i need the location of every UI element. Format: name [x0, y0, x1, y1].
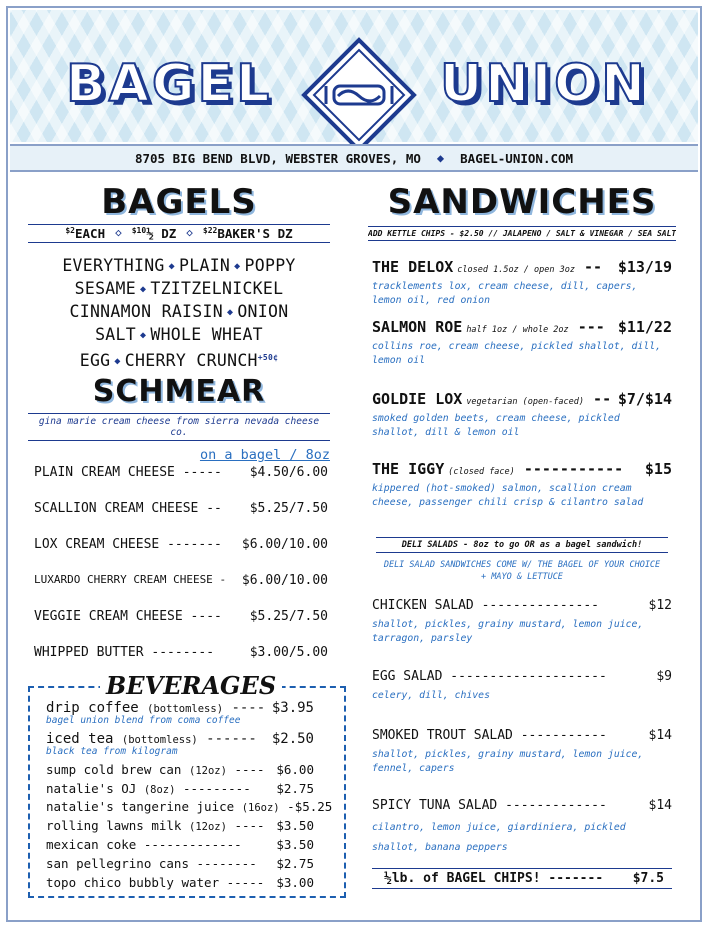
bagel-line: EGG ◆ CHERRY CRUNCH$^{+50¢}$ — [79, 351, 279, 371]
bagel-chips-row — [372, 868, 672, 889]
beverage-subtitle: black tea from kilogram — [46, 746, 178, 757]
beverage-price: $3.00 — [276, 875, 314, 890]
logo-word-bagel: BAGEL — [66, 54, 273, 114]
menu-header — [10, 10, 698, 142]
beverage-item — [46, 875, 314, 890]
sandwich-description: tracklements lox, cream cheese, dill, capers, lemon oil, red onion — [372, 281, 638, 306]
deli-name: SMOKED TROUT SALAD ----------- — [372, 728, 607, 743]
deli-description: shallot, pickles, grainy mustard, lemon juice, fennel, capers — [372, 749, 644, 774]
sandwich-description: kippered (hot-smoked) salmon, scallion cream cheese, passenger chili crisp & cilantro salad — [372, 483, 644, 508]
bagel-line: SESAME ◆ TZITZELNICKEL — [74, 279, 284, 299]
schmear-item-name: VEGGIE CREAM CHEESE ---- — [34, 609, 222, 624]
bagel-chips-price: $7.5 — [632, 871, 664, 886]
deli-price: $9 — [656, 669, 672, 684]
sandwich-item — [372, 390, 672, 408]
beverage-price: $6.00 — [276, 762, 314, 777]
schmear-item — [34, 465, 328, 480]
address-text: 8705 BIG BEND BLVD, WEBSTER GROVES, MO — [134, 150, 421, 166]
deli-note: DELI SALAD SANDWICHES COME W/ THE BAGEL OF YOUR CHOICE + MAYO & LETTUCE — [383, 560, 661, 582]
sandwiches-title: SANDWICHES — [387, 182, 657, 222]
logo-word-union: UNION — [440, 54, 648, 114]
sandwich-item — [372, 258, 672, 276]
deli-banner: DELI SALADS - 8oz to go OR as a bagel sandwich! — [376, 537, 668, 553]
deli-item — [372, 669, 672, 684]
beverage-name: san pellegrino cans -------- — [46, 856, 257, 871]
deli-name: SPICY TUNA SALAD ------------- — [372, 798, 607, 813]
beverage-name: sump cold brew can (12oz) ---- — [46, 762, 265, 777]
cherry-upcharge: +50¢ — [257, 353, 279, 363]
beverage-name: topo chico bubbly water ----- — [46, 875, 265, 890]
sandwich-description: smoked golden beets, cream cheese, pickled shallot, dill & lemon oil — [372, 413, 620, 438]
bagel-line: SALT ◆ WHOLE WHEAT — [95, 325, 263, 345]
schmear-item-price: $3.00/5.00 — [249, 645, 328, 660]
schmear-item — [34, 501, 328, 516]
schmear-item-name: SCALLION CREAM CHEESE -- — [34, 501, 222, 516]
beverages-title: BEVERAGES — [100, 671, 282, 700]
schmear-item-price: $5.25/7.50 — [249, 609, 328, 624]
beverage-price: $2.75 — [276, 856, 314, 871]
deli-name: EGG SALAD -------------------- — [372, 669, 607, 684]
sandwich-description: collins roe, cream cheese, pickled shallot, dill, lemon oil — [372, 341, 662, 366]
schmear-column-label: on a bagel / 8oz — [199, 447, 330, 463]
bagel-flavor-list — [28, 255, 330, 373]
schmear-subtitle: gina marie cream cheese from sierra nevada cheese co. — [28, 413, 330, 441]
beverage-name: natalie's tangerine juice (16oz) - — [46, 799, 295, 814]
kettle-chips-note: ADD KETTLE CHIPS - $2.50 // JALAPENO / SALT & VINEGAR / SEA SALT — [368, 226, 676, 241]
beverage-item — [46, 700, 314, 716]
diamond-outline-icon: ◇ — [115, 226, 122, 239]
beverage-item — [46, 762, 314, 777]
schmear-item-price: $6.00/10.00 — [241, 537, 328, 552]
diamond-separator-icon: ◆ — [436, 151, 445, 165]
schmear-item — [34, 609, 328, 624]
beverage-name: rolling lawns milk (12oz) ---- — [46, 818, 265, 833]
deli-name: CHICKEN SALAD --------------- — [372, 598, 599, 613]
sandwich-name: SALMON ROE half 1oz / whole 2oz --- — [372, 318, 605, 336]
beverage-item — [46, 856, 314, 871]
bagel-chips-label: ½lb. of BAGEL CHIPS! ------- — [384, 871, 604, 886]
sandwich-name: GOLDIE LOX vegetarian (open-faced) -- — [372, 390, 612, 408]
schmear-item — [34, 537, 328, 552]
schmear-item-price: $5.25/7.50 — [249, 501, 328, 516]
deli-price: $14 — [648, 728, 672, 743]
sandwich-price: $13/19 — [617, 258, 672, 276]
bagel-line: CINNAMON RAISIN ◆ ONION — [69, 302, 289, 322]
schmear-item — [34, 645, 328, 660]
deli-price: $12 — [648, 598, 672, 613]
website-link[interactable]: BAGEL-UNION.COM — [460, 150, 574, 166]
deli-description: celery, dill, chives — [372, 690, 490, 701]
sandwiches-header — [368, 182, 676, 241]
schmear-item — [34, 573, 328, 588]
deli-item — [372, 798, 672, 813]
beverage-item — [46, 837, 314, 852]
bagels-title: BAGELS — [101, 182, 257, 222]
schmear-item-price: $6.00/10.00 — [241, 573, 328, 588]
schmear-item-name: WHIPPED BUTTER -------- — [34, 645, 215, 660]
bagel-prices — [28, 224, 330, 243]
beverage-name: natalie's OJ (8oz) --------- — [46, 781, 251, 796]
deli-description: cilantro, lemon juice, giardiniera, pickled shallot, banana peppers — [372, 822, 626, 853]
beverage-price: $3.50 — [276, 818, 314, 833]
bagels-section — [28, 182, 330, 373]
beverage-price: $3.95 — [271, 700, 314, 716]
beverage-name: mexican coke ------------- — [46, 837, 242, 852]
deli-item — [372, 728, 672, 743]
sandwich-name: THE DELOX closed 1.5oz / open 3oz -- — [372, 258, 603, 276]
sandwich-item — [372, 460, 672, 478]
beverage-price: $3.50 — [276, 837, 314, 852]
beverage-item — [46, 799, 333, 814]
deli-item — [372, 598, 672, 613]
price-half-dozen: $^{\$10}$½ DZ — [131, 226, 177, 242]
schmear-item-name: LUXARDO CHERRY CREAM CHEESE - — [34, 573, 227, 586]
schmear-item-name: PLAIN CREAM CHEESE ----- — [34, 465, 222, 480]
handshake-logo-icon — [300, 36, 418, 154]
beverage-price: $2.75 — [276, 781, 314, 796]
deli-price: $14 — [648, 798, 672, 813]
schmear-item-name: LOX CREAM CHEESE ------- — [34, 537, 222, 552]
sandwich-price: $7/$14 — [617, 390, 672, 408]
sandwich-item — [372, 318, 672, 336]
sandwich-price: $15 — [644, 460, 672, 478]
schmear-title: SCHMEAR — [92, 374, 266, 409]
price-bakers-dozen: $^{\$22}$BAKER'S DZ — [202, 226, 293, 242]
beverage-subtitle: bagel union blend from coma coffee — [46, 715, 241, 726]
deli-description: shallot, pickles, grainy mustard, lemon juice, tarragon, parsley — [372, 619, 644, 644]
beverage-name: drip coffee (bottomless) ---- — [46, 700, 266, 716]
schmear-item-price: $4.50/6.00 — [249, 465, 328, 480]
address-bar — [10, 144, 698, 172]
beverage-item — [46, 781, 314, 796]
beverage-name: iced tea (bottomless) ------ — [46, 731, 257, 747]
diamond-outline-icon: ◇ — [186, 226, 193, 239]
beverage-price: $5.25 — [294, 799, 333, 814]
bagel-line: EVERYTHING ◆ PLAIN ◆ POPPY — [62, 256, 296, 276]
sandwich-price: $11/22 — [617, 318, 672, 336]
beverage-item — [46, 731, 314, 747]
beverage-item — [46, 818, 314, 833]
beverage-price: $2.50 — [271, 731, 314, 747]
schmear-section — [28, 374, 330, 463]
sandwich-name: THE IGGY (closed face) ----------- — [372, 460, 624, 478]
price-each: $^{\$2}$EACH — [65, 226, 106, 242]
